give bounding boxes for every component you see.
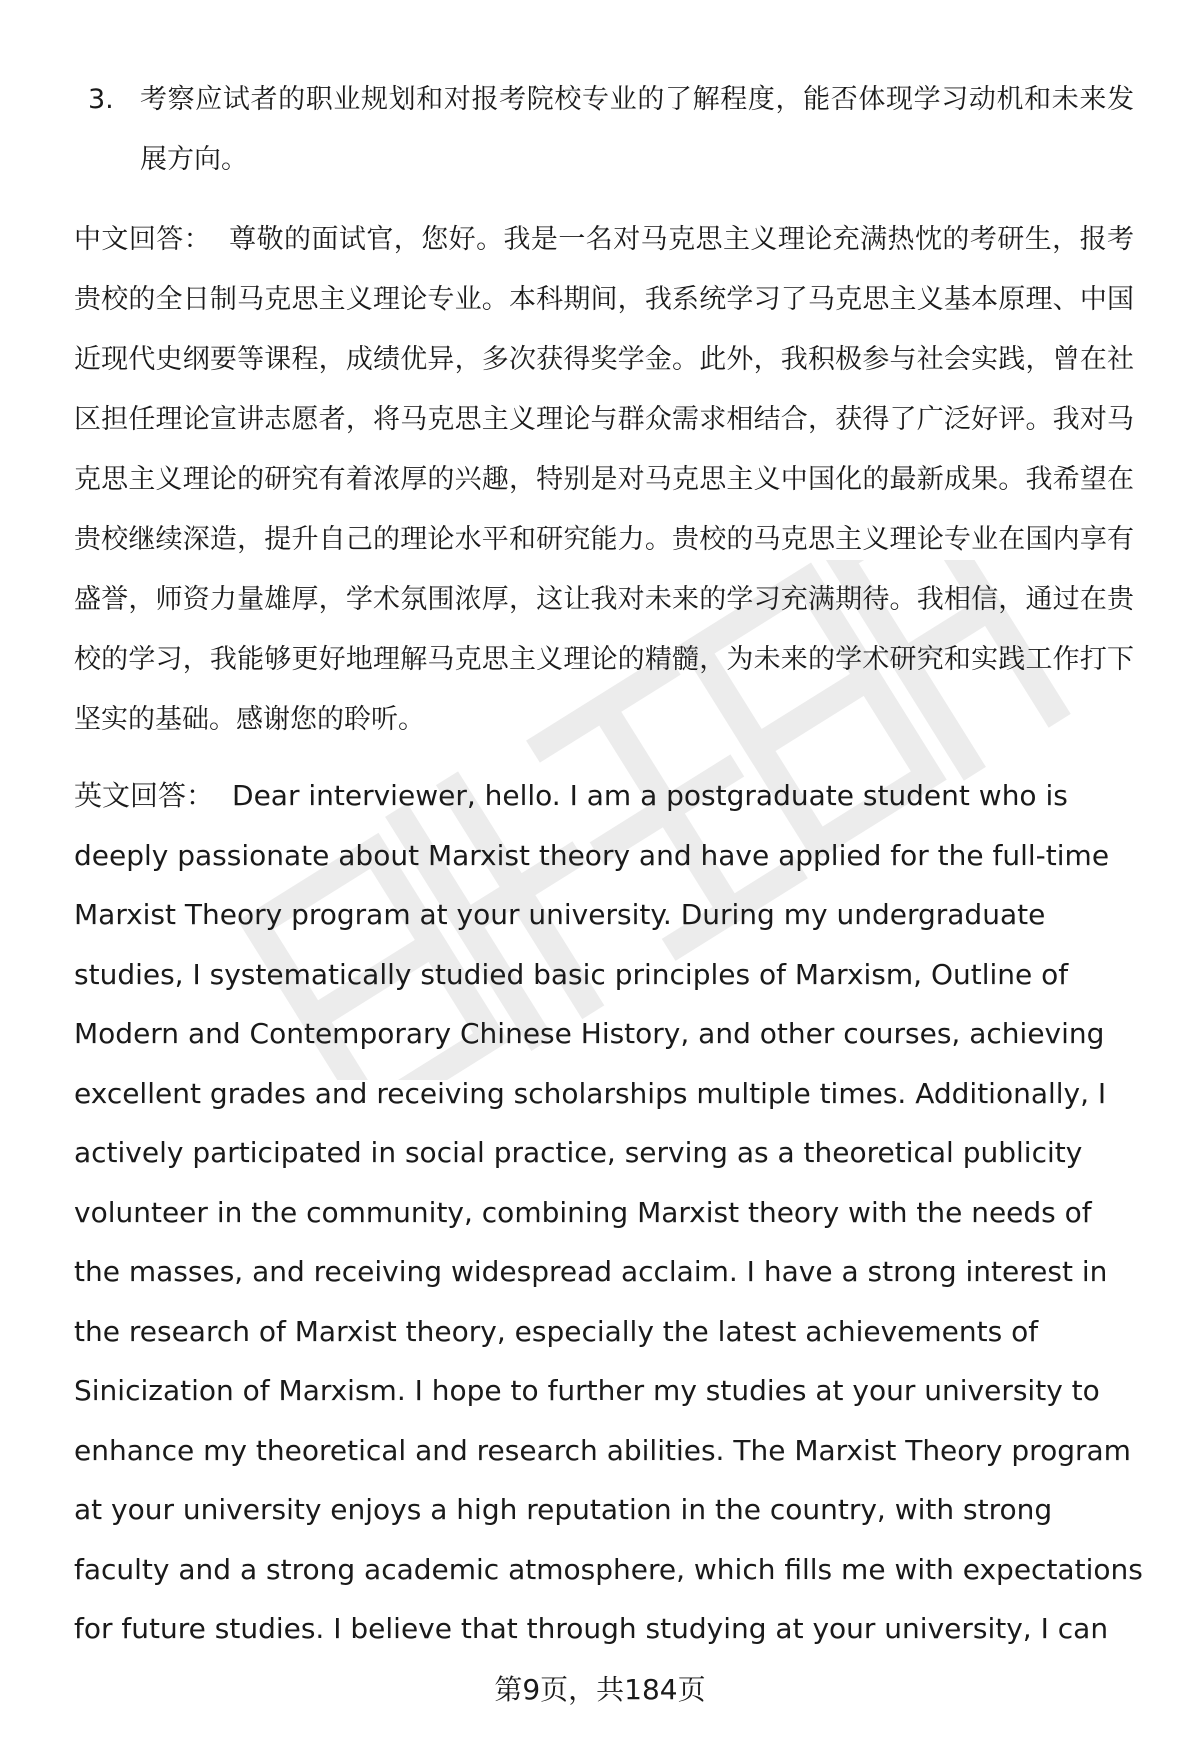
chinese-answer-text: 尊敬的面试官，您好。我是一名对马克思主义理论充满热忱的考研生，报考贵校的全日制马克思主义理论专业。本科期间，我系统学习了马克思主义基本原理、中国近现代史纲要等课程，成绩优异，多次获得奖学金。此外，我积极参与社会实践，曾在社区担任理论宣讲志愿者，将马克思主义理论与群众需求相结合，获得了广泛好评。我对马克思主义理论的研究有着浓厚的兴趣，特别是对马克思主义中国化的最新成果。我希望在贵校继续深造，提升自己的理论水平和研究能力。贵校的马克思主义理论专业在国内享有盛誉，师资力量雄厚，学术氛围浓厚，这让我对未来的学习充满期待。我相信，通过在贵校的学习，我能够更好地理解马克思主义理论的精髓，为未来的学术研究和实践工作打下坚实的基础。感谢您的聆听。 (74, 224, 1135, 735)
list-item-number: 3. (88, 84, 114, 115)
list-item (74, 70, 1144, 190)
english-answer-text: Dear interviewer, hello. I am a postgraduate student who is deeply passionate about Marxist theory and have applied for the full-time Marxist Theory program at your university. During my undergraduate studies, I systematically studied basic principles of Marxism, Outline of Modern and Contemporary Chinese History, and other courses, achieving excellent grades and receiving scholarships multiple times. Additionally, I actively participated in social practice, serving as a theoretical publicity volunteer in the community, combining Marxist theory with the needs of the masses, and receiving widespread acclaim. I have a strong interest in the research of Marxist theory, especially the latest achievements of Sinicization of Marxism. I hope to further my studies at your university to enhance my theoretical and research abilities. The Marxist Theory program at your university enjoys a high reputation in the country, with strong faculty and a strong academic atmosphere, which fills me with expectations for future studies. I believe that through studying at your university, I can (74, 779, 1143, 1645)
chinese-answer-label: 中文回答： (74, 224, 212, 255)
english-answer-paragraph (74, 766, 1144, 1659)
chinese-answer-paragraph (74, 210, 1144, 750)
document-content (74, 70, 1144, 1659)
list-item-text: 考察应试者的职业规划和对报考院校专业的了解程度，能否体现学习动机和未来发展方向。 (140, 84, 1134, 175)
page-number-footer: 第9页，共184页 (494, 1673, 706, 1706)
english-answer-label: 英文回答： (74, 779, 215, 812)
